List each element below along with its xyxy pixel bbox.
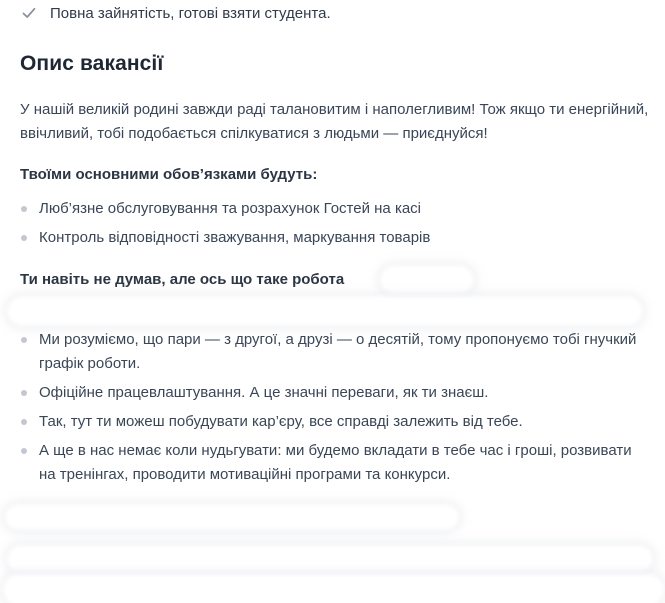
duties-list bbox=[20, 197, 650, 255]
perk-text: Офіційне працевлаштування. А це значні переваги, як ти знаєш. bbox=[39, 384, 489, 401]
perks-heading-text: Ти навіть не думав, але ось що таке робота bbox=[20, 271, 345, 288]
vacancy-intro: У нашій великій родині завжди раді талановитим і наполегливим! Тож якщо ти енергійний, ввічливий, тобі подобається спілкуватися з людьми — приєднуйся! bbox=[20, 101, 649, 142]
redacted-text-line bbox=[8, 507, 456, 527]
perk-text: А ще в нас немає коли нудьгувати: ми будемо вкладати в тебе час і гроші, розвивати на тренінгах, проводити мотиваційні програми та конкурси. bbox=[39, 442, 632, 483]
list-item bbox=[20, 226, 650, 250]
perk-text: Ми розуміємо, що пари — з другої, а друзі — о десятій, тому пропонуємо тобі гнучкий графік роботи. bbox=[39, 331, 637, 372]
duty-text: Контроль відповідності зважування, маркування товарів bbox=[39, 229, 431, 246]
duties-heading: Твоїми основними обов’язками будуть: bbox=[20, 166, 318, 183]
perk-text: Так, тут ти можеш побудувати кар’єру, все справді залежить від тебе. bbox=[39, 413, 523, 430]
employment-type-text: Повна зайнятість, готові взяти студента. bbox=[50, 4, 331, 22]
vacancy-title: Опис вакансії bbox=[20, 52, 164, 75]
redacted-text-line bbox=[10, 548, 650, 570]
list-item bbox=[20, 197, 650, 221]
bullet-icon bbox=[21, 235, 27, 241]
list-item bbox=[20, 410, 650, 434]
employment-type-row bbox=[22, 3, 331, 23]
bullet-icon bbox=[21, 337, 27, 343]
redacted-text-line bbox=[10, 299, 640, 323]
perks-list bbox=[20, 328, 650, 492]
list-item bbox=[20, 439, 650, 487]
redacted-text-line bbox=[6, 577, 661, 603]
perks-heading bbox=[20, 271, 445, 288]
bullet-icon bbox=[21, 390, 27, 396]
list-item bbox=[20, 381, 650, 405]
check-icon bbox=[22, 6, 36, 20]
list-item bbox=[20, 328, 650, 376]
redacted-company-name bbox=[383, 268, 471, 292]
bullet-icon bbox=[21, 448, 27, 454]
bullet-icon bbox=[21, 206, 27, 212]
duty-text: Люб’язне обслуговування та розрахунок Гостей на касі bbox=[39, 200, 422, 217]
bullet-icon bbox=[21, 419, 27, 425]
